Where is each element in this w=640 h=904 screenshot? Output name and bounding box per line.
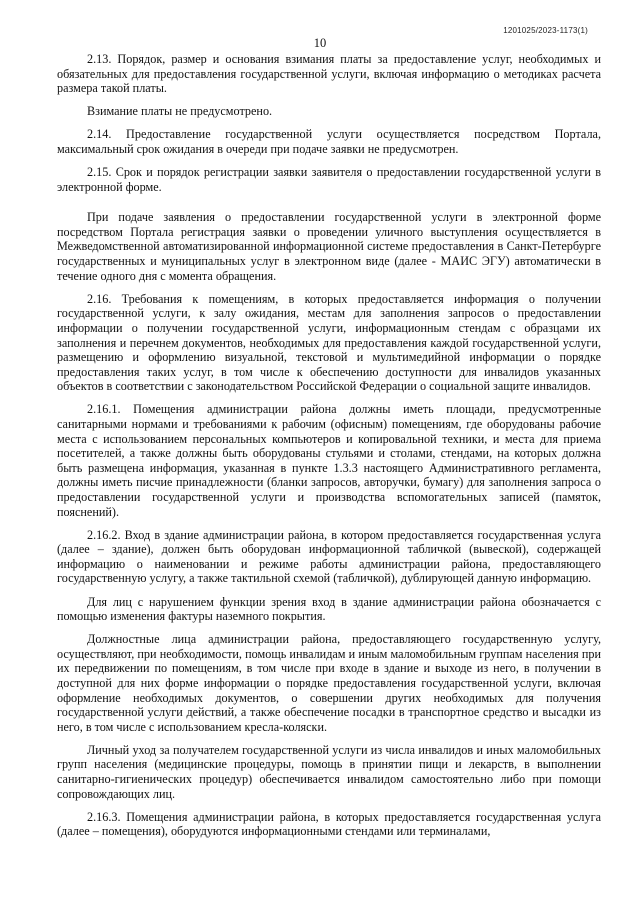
paragraph-officials-assistance: Должностные лица администрации района, предоставляющего государственную услугу, осуществляют, при необходимости, помощь инвалидам и иным маломобильным группам населения при их передвижении по помещениям, в том числе при входе в здание и выходе из него, в получении в доступной для них форме информации о порядке предоставления государственной услуги, включая оформление необходимых документов, о совершении других необходимых для получения государственной услуги действий, а также обеспечение посадки в транспортное средство и высадки из него, в том числе с использованием кресла-коляски. xyxy=(57,632,601,734)
paragraph-2-13: 2.13. Порядок, размер и основания взимания платы за предоставление услуг, необходимых и обязательных для предоставления государственной услуги, включая информацию о методиках расчета размера такой платы. xyxy=(57,52,601,96)
paragraph-2-15: 2.15. Срок и порядок регистрации заявки заявителя о предоставлении государственной услуги в электронной форме. xyxy=(57,165,601,194)
paragraph-no-fee: Взимание платы не предусмотрено. xyxy=(87,104,273,119)
paragraph-2-16-1: 2.16.1. Помещения администрации района должны иметь площади, предусмотренные санитарными нормами и требованиями к рабочим (офисным) помещениям, где оборудованы рабочие места с использованием персональных компьютеров и копировальной техники, и места для приема посетителей, а также должны быть оборудованы стульями и столами, стендами, на которых должна быть размещена информация, указанная в пункте 1.3.3 настоящего Административного регламента, должны иметь писчие принадлежности (бланки запросов, авторучки, бумагу) для заполнения запроса о предоставлении государственной услуги и производства вспомогательных записей (памяток, пояснений). xyxy=(57,402,601,519)
paragraph-2-16-2: 2.16.2. Вход в здание администрации района, в котором предоставляется государственная услуга (далее – здание), должен быть оборудован информационной табличкой (вывеской), содержащей информацию о наименовании и режиме работы администрации района, предоставляющего государственную услугу, а также тактильной схемой (табличкой), дублирующей данную информацию. xyxy=(57,527,601,586)
paragraph-electronic-registration: При подаче заявления о предоставлении государственной услуги в электронной форме посредством Портала регистрация заявки о проведении уличного выступления осуществляется в Межведомственной автоматизированной информационной системе предоставления в Санкт-Петербурге государственных и муниципальных услуг в электронном виде (далее - МАИС ЭГУ) автоматически в течение одного дня с момента обращения. xyxy=(57,210,601,283)
paragraph-vision-impaired: Для лиц с нарушением функции зрения вход в здание администрации района обозначается с помощью изменения фактуры наземного покрытия. xyxy=(57,594,601,624)
document-body xyxy=(57,52,601,847)
paragraph-2-14: 2.14. Предоставление государственной услуги осуществляется посредством Портала, максимальный срок ожидания в очереди при подаче заявки не предусмотрен. xyxy=(57,127,601,156)
paragraph-2-16: 2.16. Требования к помещениям, в которых предоставляется информация о получении государственной услуги, к залу ожидания, местам для заполнения запросов о предоставлении информации о получении государственной услуги, информационным стендам с образцами их заполнения и перечнем документов, необходимых для предоставления каждой государственной услуги, размещению и оформлению визуальной, текстовой и мультимедийной информации о порядке предоставления таких услуг, в том числе к обеспечению доступности для инвалидов указанных объектов в соответствии с законодательством Российской Федерации о социальной защите инвалидов. xyxy=(57,291,601,394)
page-number: 10 xyxy=(313,36,327,50)
document-registration-number: 1201025/2023-1173(1) xyxy=(503,26,588,35)
paragraph-personal-care: Личный уход за получателем государственной услуги из числа инвалидов и иных маломобильных групп населения (медицинские процедуры, помощь в принятии пищи и лекарств, в выполнении санитарно-гигиенических процедур) обеспечивается инвалидом самостоятельно либо при помощи сопровождающих лиц. xyxy=(57,742,601,801)
paragraph-2-16-3: 2.16.3. Помещения администрации района, в которых предоставляется государственная услуга (далее – помещения), оборудуются информационными стендами или терминалами, xyxy=(57,809,601,839)
